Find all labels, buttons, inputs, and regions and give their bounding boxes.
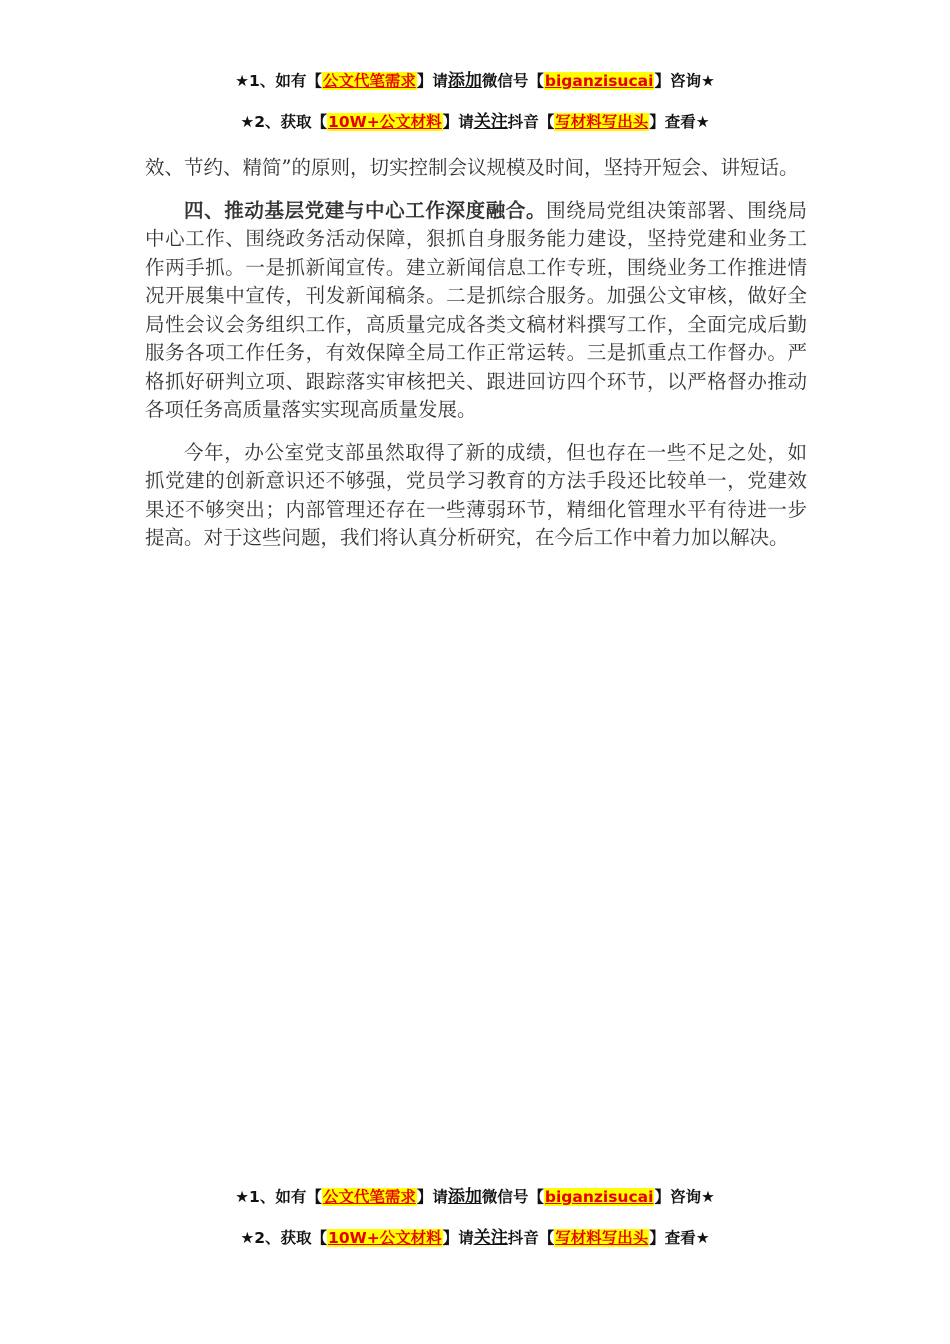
banner-text: 微信号【: [481, 1188, 544, 1206]
banner-text: 】请: [416, 72, 448, 90]
banner-text: ★1、如有【: [235, 72, 322, 90]
banner-text: 】查看★: [649, 113, 710, 131]
header-banner-line-2: [0, 110, 950, 134]
paragraph-summary: 今年，办公室党支部虽然取得了新的成绩，但也存在一些不足之处，如抓党建的创新意识还不够强，党员学习教育的方法手段还比较单一，党建效果还不够突出；内部管理还存在一些薄弱环节，精细化管理水平有待进一步提高。对于这些问题，我们将认真分析研究，在今后工作中着力加以解决。: [145, 440, 807, 549]
underlined-word: 关注: [473, 1228, 508, 1248]
banner-text: 抖音【: [507, 113, 555, 131]
banner-text: 】请: [416, 1188, 448, 1206]
footer-banner-line-1: [0, 1185, 950, 1209]
paragraph-continuation: 效、节约、精简”的原则，切实控制会议规模及时间，坚持开短会、讲短话。: [145, 156, 799, 179]
banner-text: 微信号【: [481, 72, 544, 90]
banner-text: ★1、如有【: [235, 1188, 322, 1206]
highlight-douyin-account: 写材料写出头: [555, 113, 649, 131]
underlined-word: 添加: [447, 71, 482, 91]
section-heading: 四、推动基层党建与中心工作深度融合。: [184, 198, 547, 222]
banner-text: ★2、获取【: [240, 113, 328, 131]
banner-text: 】查看★: [649, 1229, 710, 1247]
banner-text: ★2、获取【: [240, 1229, 328, 1247]
footer-banner-line-2: [0, 1226, 950, 1250]
header-banner-line-1: [0, 69, 950, 93]
highlight-wechat-id: biganzisucai: [544, 72, 654, 90]
banner-text: 】请: [442, 1229, 474, 1247]
banner-text: 】请: [442, 113, 474, 131]
document-body: [145, 154, 807, 567]
underlined-word: 添加: [447, 1187, 482, 1207]
banner-text: 】咨询★: [654, 1188, 715, 1206]
highlight-materials: 10W+公文材料: [328, 113, 442, 131]
highlight-materials: 10W+公文材料: [328, 1229, 442, 1247]
banner-text: 抖音【: [507, 1229, 555, 1247]
highlight-service: 公文代笔需求: [322, 1188, 416, 1206]
paragraph-section-four: [145, 197, 807, 425]
banner-text: 】咨询★: [654, 72, 715, 90]
highlight-wechat-id: biganzisucai: [544, 1188, 654, 1206]
underlined-word: 关注: [473, 112, 508, 132]
highlight-service: 公文代笔需求: [322, 72, 416, 90]
highlight-douyin-account: 写材料写出头: [555, 1229, 649, 1247]
section-text: 围绕局党组决策部署、围绕局中心工作、围绕政务活动保障，狠抓自身服务能力建设，坚持党建和业务工作两手抓。一是抓新闻宣传。建立新闻信息工作专班，围绕业务工作推进情况开展集中宣传，刊发新闻稿条。二是抓综合服务。加强公文审核，做好全局性会议会务组织工作，高质量完成各类文稿材料撰写工作，全面完成后勤服务各项工作任务，有效保障全局工作正常运转。三是抓重点工作督办。严格抓好研判立项、跟踪落实审核把关、跟进回访四个环节，以严格督办推动各项任务高质量落实实现高质量发展。: [145, 198, 807, 421]
